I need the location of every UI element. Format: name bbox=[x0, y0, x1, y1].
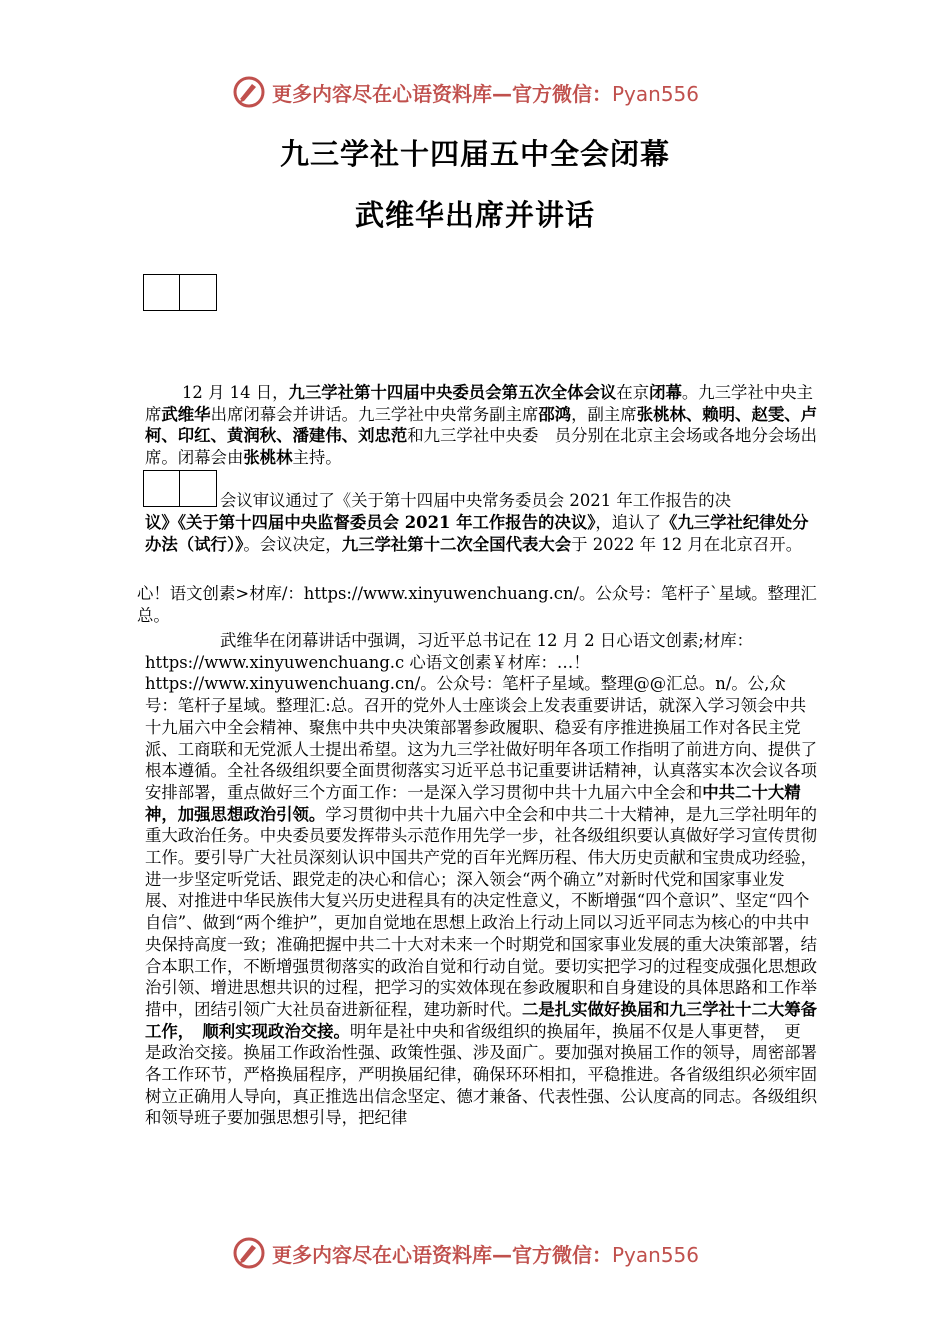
text-run: 武维华在闭幕讲话中强调，习近平总书记在 12 月 2 日心语文创素;材库：https://www.xinyuwenchuang.c 心语文创素￥材库：…！https://www.xinyuwenchuang.cn/。公众号：笔杆子星域。整理@@汇总。n/。公,众号：笔杆子星域。整理汇:总。召开的党外人士座谈会上发表重要讲话，就深入学习领会中共十九届六中全会精神、聚焦中共中央决策部署参政履职、稳妥有序推进换届工作对各民主党派、工商联和无党派人士提出希望。这为九三学社做好明年各项工作指明了前进方向、提供了根本遵循。全社各级组织要全面贯彻落实习近平总书记重要讲话精神，认真落实本次会议各项安排部署，重点做好三个方面工作：一是深入学习贯彻中共十九届六中全会和 bbox=[145, 631, 818, 802]
bold-text-run: 二是扎实做好换届和九三学社十二大筹备工作， 顺利实现政治交接。 bbox=[145, 999, 818, 1041]
bold-text-run: 九三学社第十四届中央委员会第五次全体会议 bbox=[288, 383, 617, 402]
bold-text-run: 张桃林、赖明、赵雯、卢柯、印红、黄润秋、潘建伟、刘忠范 bbox=[145, 404, 818, 446]
text-run: 出席闭幕会并讲话。九三学社中央常务副主席 bbox=[210, 404, 539, 424]
bold-text-run: 《九三学社纪律处分办法（试行）》 bbox=[145, 513, 809, 554]
text-run: 主持。 bbox=[292, 448, 342, 468]
image-placeholder-top bbox=[143, 274, 217, 311]
bold-text-run: 九三学社第十二次全国代表大会 bbox=[341, 534, 572, 554]
bold-text-run: 中共二十大精神，加强思想政治引领。 bbox=[145, 782, 801, 824]
bold-text-run: 张桃林 bbox=[243, 448, 293, 468]
image-placeholder-cell bbox=[180, 470, 217, 507]
image-placeholder-cell bbox=[180, 274, 217, 311]
banner-text bbox=[272, 1239, 699, 1268]
banner-wechat-handle: Pyan556 bbox=[612, 1242, 700, 1267]
image-placeholder-cell bbox=[143, 274, 180, 311]
banner-wechat-handle: Pyan556 bbox=[612, 81, 700, 106]
text-run: 。九三学社中央主席 bbox=[145, 383, 814, 424]
text-run: 明年是社中央和省级组织的换届年，换届不仅是人事更替， 更是政治交接。换届工作政治性强、政策性强、涉及面广。要加强对换届工作的领导，周密部署各工作环节，严格换届程序，严明换届纪律，确保环环相扣，平稳推进。各省级组织必须牢固树立正确用人导向，真正推选出信念坚定、德才兼备、代表性强、公认度高的同志。各级组织和领导班子要加强思想引导，把纪律 bbox=[145, 1021, 818, 1128]
text-run: 。会议决定， bbox=[243, 534, 342, 554]
text-run: 和九三学社中央委 员分别在北京主会场或各地分会场出席。闭幕会由 bbox=[145, 426, 818, 468]
brush-logo-icon bbox=[232, 1236, 266, 1270]
banner-slogan: 更多内容尽在心语资料库—官方微信： bbox=[272, 1242, 612, 1267]
banner-slogan: 更多内容尽在心语资料库—官方微信： bbox=[272, 81, 612, 106]
text-run: 学习贯彻中共十九届六中全会和中共二十大精神，是九三学社明年的重大政治任务。中央委员要发挥带头示范作用先学一步，社各级组织要认真做好学习宣传贯彻工作。要引导广大社员深刻认识中国共产党的百年光辉历程、伟大历史贡献和宝贵成功经验，进一步坚定听党话、跟党走的决心和信心；深入领会“两个确立”对新时代党和国家事业发展、对推进中华民族伟大复兴历史进程具有的决定性意义，不断增强“四个意识”、坚定“四个自信”、做到“两个维护”，更加自觉地在思想上政治上行动上同以习近平同志为核心的中共中央保持高度一致；准确把握中共二十大对未来一个时期党和国家事业发展的重大决策部署，结合本职工作，不断增强贯彻落实的政治自觉和行动自觉。要切实把学习的过程变成强化思想政治引领、增进思想共识的过程，把学习的实效体现在参政履职和自身建设的具体思路和工作举措中，团结引领广大社员奋进新征程，建功新时代。 bbox=[145, 804, 818, 1019]
bold-text-run: 闭幕 bbox=[649, 383, 682, 402]
text-run: 在京 bbox=[616, 383, 650, 402]
document-subtitle: 武维华出席并讲话 bbox=[354, 198, 595, 232]
paragraph-speech bbox=[145, 630, 817, 1129]
image-placeholder-cell bbox=[143, 470, 180, 507]
brush-logo-icon bbox=[232, 75, 266, 109]
document-title: 九三学社十四届五中全会闭幕 bbox=[279, 137, 670, 171]
text-run: ，追认了 bbox=[595, 513, 661, 532]
paragraph-source-note: 心！语文创素>材库/：https://www.xinyuwenchuang.cn/。公众号：笔杆子`星域。整理汇总。 bbox=[137, 584, 817, 625]
paragraph-resolutions-first-line: 会议审议通过了《关于第十四届中央常务委员会 2021 年工作报告的决 bbox=[220, 491, 732, 510]
bold-text-run: 邵鸿 bbox=[538, 404, 572, 424]
bold-text-run: 议》《关于第十四届中央监督委员会 2021 年工作报告的决议》 bbox=[145, 513, 596, 532]
banner-text bbox=[272, 78, 699, 107]
bold-text-run: 武维华 bbox=[161, 404, 211, 424]
header-watermark-banner bbox=[232, 74, 699, 110]
footer-watermark-banner bbox=[232, 1235, 699, 1271]
text-run: 于 2022 年 12 月在北京召开。 bbox=[571, 534, 803, 554]
text-run: 12 月 14 日， bbox=[182, 383, 289, 402]
paragraph-resolutions bbox=[145, 512, 817, 555]
paragraph-meeting-close bbox=[145, 382, 817, 469]
text-run: ，副主席 bbox=[571, 404, 637, 424]
image-placeholder-inline bbox=[143, 470, 217, 507]
